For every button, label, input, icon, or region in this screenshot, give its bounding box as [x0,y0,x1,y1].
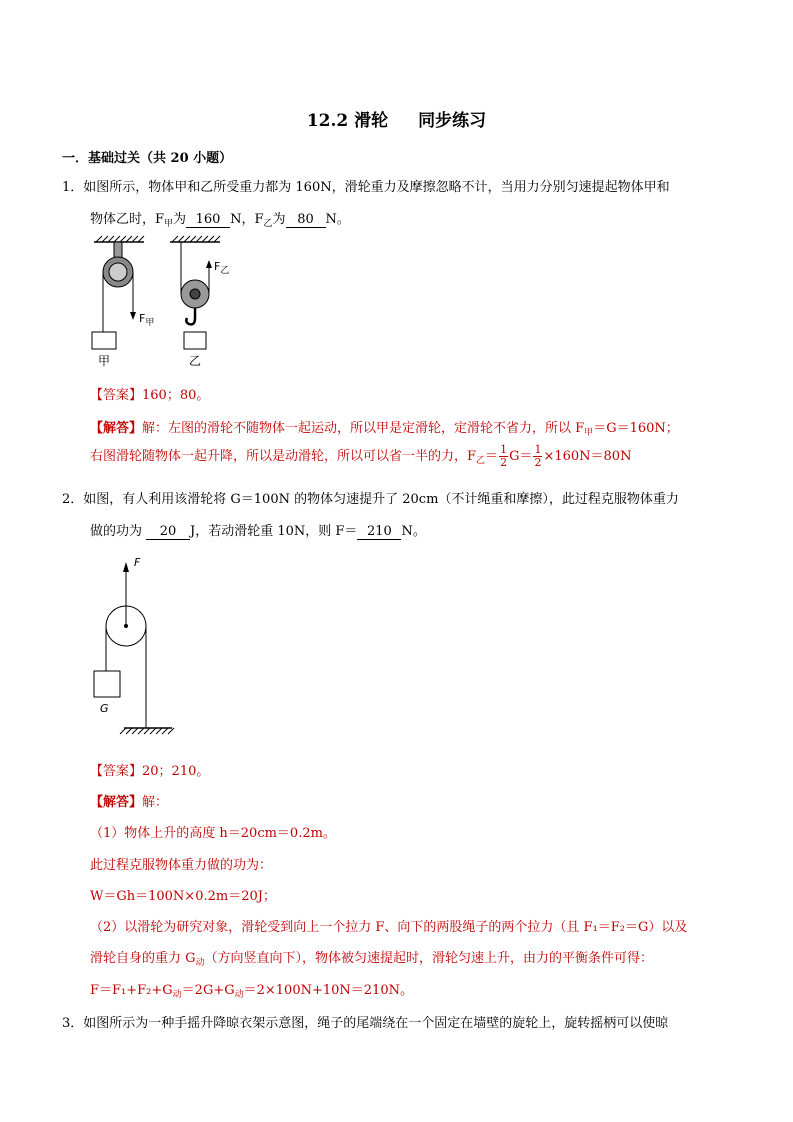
block-jia [92,332,116,349]
f-label: F [134,556,141,569]
yi-label: 乙 [189,354,202,368]
block-yi [184,332,206,349]
section-heading: 一．基础过关（共 20 小题） [62,151,233,166]
q2-step1: （1）物体上升的高度 h＝20cm＝0.2m。 [90,826,336,841]
g-label: G [100,702,109,715]
f-yi-label: $F_乙$ [214,260,230,276]
title-text: 同步练习 [418,111,487,131]
q1-line1: 1．如图所示，物体甲和乙所受重力都为 160N，滑轮重力及摩擦忽略不计，当用力分别匀速提起物体甲和 [62,180,670,195]
q1-jieda-line1: 【解答】解：左图的滑轮不随物体一起运动，所以甲是定滑轮，定滑轮不省力，所以 $F_甲=G=160N$； [90,421,679,438]
q2-answer: 【答案】20；210。 [90,764,210,779]
fraction-half: $\frac{1}{2}$ [500,443,508,469]
title-number: 12.2 滑轮 [306,111,389,131]
q2-step3: W＝Gh＝100N×0.2m＝20J； [90,889,276,904]
q2-step2: 此过程克服物体重力做的功为： [90,858,273,873]
q3-line1: 3．如图所示为一种手摇升降晾衣架示意图，绳子的尾端绕在一个固定在墙壁的旋轮上，旋转摇柄可以使晾 [62,1016,669,1031]
q2-step5: 滑轮自身的重力 $G_动$（方向竖直向下），物体被匀速提起时，滑轮匀速上升，由力的平衡条件可得： [90,951,654,968]
q2-jieda-head: 【解答】解： [90,795,169,810]
q1-jieda-line2: 右图滑轮随物体一起升降，所以是动滑轮，所以可以省一半的力，$F_乙=$ $\frac{1}{2}$ G＝ $\frac{1}{2}$ ×160N＝80N [90,443,632,469]
q1-line2: 物体乙时，$F_甲$为 160 N，$F_乙$为 80 N。 [90,212,350,229]
q2-line1: 2．如图，有人利用该滑轮将 G＝100N 的物体匀速提升了 20cm（不计绳重和摩擦），此过程克服物体重力 [62,492,679,507]
block-g [94,671,120,697]
q2-blank2: 210 [357,525,401,540]
q1-blank1: 160 [186,213,230,228]
jia-label: 甲 [98,354,111,368]
q1-answer: 【答案】160；80。 [90,388,210,403]
page-title [0,106,793,131]
f-jia-label: $F_甲$ [139,312,155,328]
q2-pulley-figure [88,552,198,742]
q2-step4: （2）以滑轮为研究对象，滑轮受到向上一个拉力 F、向下的两股绳子的两个拉力（且 F₁＝F₂＝G）以及 [90,920,688,935]
q1-blank2: 80 [286,213,326,228]
q2-line2: 做的功为 20 J，若动滑轮重 10N，则 F＝ 210 N。 [90,524,426,539]
q2-blank1: 20 [146,525,190,540]
q1-pulley-figure [88,234,258,374]
q2-step6: $F=F_1+F_2+G_动=2G+G_动=2\times 100N+10N=210N$。 [90,983,413,1000]
fraction-half: $\frac{1}{2}$ [534,443,542,469]
